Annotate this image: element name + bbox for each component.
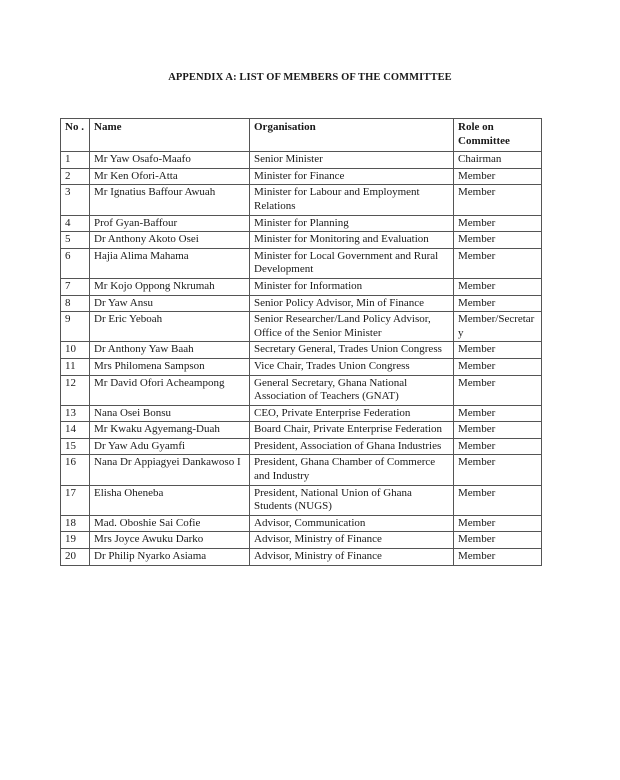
cell-no: 8	[61, 295, 90, 312]
table-row	[61, 295, 542, 312]
cell-no: 13	[61, 405, 90, 422]
cell-organisation: President, Ghana Chamber of Commerce and Industry	[250, 455, 454, 485]
table-row	[61, 152, 542, 169]
table-row	[61, 342, 542, 359]
cell-organisation: Board Chair, Private Enterprise Federation	[250, 422, 454, 439]
cell-name: Mrs Joyce Awuku Darko	[90, 532, 250, 549]
cell-name: Nana Osei Bonsu	[90, 405, 250, 422]
page-title: APPENDIX A: LIST OF MEMBERS OF THE COMMITTEE	[168, 72, 452, 83]
table-row	[61, 168, 542, 185]
cell-name: Dr Yaw Adu Gyamfi	[90, 438, 250, 455]
cell-organisation: President, Association of Ghana Industries	[250, 438, 454, 455]
cell-no: 20	[61, 549, 90, 566]
cell-name: Hajia Alima Mahama	[90, 248, 250, 278]
cell-role: Chairman	[454, 152, 542, 169]
cell-role: Member	[454, 549, 542, 566]
cell-organisation: Vice Chair, Trades Union Congress	[250, 358, 454, 375]
cell-name: Prof Gyan-Baffour	[90, 215, 250, 232]
cell-no: 14	[61, 422, 90, 439]
cell-organisation: Minister for Monitoring and Evaluation	[250, 232, 454, 249]
cell-role: Member	[454, 295, 542, 312]
cell-role: Member	[454, 185, 542, 215]
cell-no: 1	[61, 152, 90, 169]
cell-name: Mad. Oboshie Sai Cofie	[90, 515, 250, 532]
cell-role: Member	[454, 455, 542, 485]
cell-role: Member	[454, 342, 542, 359]
cell-name: Mr David Ofori Acheampong	[90, 375, 250, 405]
cell-name: Mrs Philomena Sampson	[90, 358, 250, 375]
cell-organisation: CEO, Private Enterprise Federation	[250, 405, 454, 422]
cell-no: 2	[61, 168, 90, 185]
cell-no: 7	[61, 278, 90, 295]
cell-role: Member	[454, 168, 542, 185]
cell-role: Member	[454, 248, 542, 278]
cell-name: Mr Yaw Osafo-Maafo	[90, 152, 250, 169]
cell-no: 11	[61, 358, 90, 375]
cell-name: Nana Dr Appiagyei Dankawoso I	[90, 455, 250, 485]
cell-name: Elisha Oheneba	[90, 485, 250, 515]
cell-role: Member/Secretary	[454, 312, 542, 342]
cell-organisation: Advisor, Communication	[250, 515, 454, 532]
cell-name: Mr Ignatius Baffour Awuah	[90, 185, 250, 215]
table-row	[61, 375, 542, 405]
table-row	[61, 278, 542, 295]
header-no: No .	[61, 119, 90, 152]
cell-organisation: Minister for Information	[250, 278, 454, 295]
committee-members-table	[60, 118, 542, 566]
cell-organisation: Minister for Finance	[250, 168, 454, 185]
table-row	[61, 422, 542, 439]
cell-role: Member	[454, 485, 542, 515]
cell-role: Member	[454, 232, 542, 249]
cell-no: 19	[61, 532, 90, 549]
table-row	[61, 248, 542, 278]
table-row	[61, 438, 542, 455]
cell-role: Member	[454, 532, 542, 549]
cell-role: Member	[454, 405, 542, 422]
table-row	[61, 215, 542, 232]
cell-organisation: Minister for Planning	[250, 215, 454, 232]
cell-role: Member	[454, 438, 542, 455]
table-row	[61, 455, 542, 485]
table-row	[61, 485, 542, 515]
cell-role: Member	[454, 215, 542, 232]
cell-role: Member	[454, 422, 542, 439]
table-header-row	[61, 119, 542, 152]
cell-organisation: Senior Researcher/Land Policy Advisor, Office of the Senior Minister	[250, 312, 454, 342]
cell-organisation: Minister for Local Government and Rural Development	[250, 248, 454, 278]
cell-organisation: Advisor, Ministry of Finance	[250, 549, 454, 566]
cell-no: 18	[61, 515, 90, 532]
cell-name: Dr Yaw Ansu	[90, 295, 250, 312]
cell-name: Dr Anthony Akoto Osei	[90, 232, 250, 249]
cell-organisation: Advisor, Ministry of Finance	[250, 532, 454, 549]
cell-no: 16	[61, 455, 90, 485]
cell-role: Member	[454, 375, 542, 405]
cell-role: Member	[454, 515, 542, 532]
table-row	[61, 312, 542, 342]
table-row	[61, 358, 542, 375]
cell-organisation: Senior Minister	[250, 152, 454, 169]
cell-no: 17	[61, 485, 90, 515]
cell-no: 3	[61, 185, 90, 215]
cell-name: Dr Philip Nyarko Asiama	[90, 549, 250, 566]
cell-name: Mr Ken Ofori-Atta	[90, 168, 250, 185]
table-row	[61, 232, 542, 249]
cell-name: Mr Kwaku Agyemang-Duah	[90, 422, 250, 439]
cell-organisation: General Secretary, Ghana National Association of Teachers (GNAT)	[250, 375, 454, 405]
cell-organisation: President, National Union of Ghana Students (NUGS)	[250, 485, 454, 515]
cell-organisation: Senior Policy Advisor, Min of Finance	[250, 295, 454, 312]
cell-no: 6	[61, 248, 90, 278]
cell-organisation: Secretary General, Trades Union Congress	[250, 342, 454, 359]
table-row	[61, 549, 542, 566]
header-organisation: Organisation	[250, 119, 454, 152]
cell-name: Dr Anthony Yaw Baah	[90, 342, 250, 359]
cell-no: 10	[61, 342, 90, 359]
cell-role: Member	[454, 358, 542, 375]
cell-organisation: Minister for Labour and Employment Relations	[250, 185, 454, 215]
cell-no: 4	[61, 215, 90, 232]
cell-name: Dr Eric Yeboah	[90, 312, 250, 342]
cell-no: 9	[61, 312, 90, 342]
cell-name: Mr Kojo Oppong Nkrumah	[90, 278, 250, 295]
header-role: Role on Committee	[454, 119, 542, 152]
cell-role: Member	[454, 278, 542, 295]
table-row	[61, 532, 542, 549]
table-row	[61, 515, 542, 532]
cell-no: 12	[61, 375, 90, 405]
table-row	[61, 185, 542, 215]
header-name: Name	[90, 119, 250, 152]
cell-no: 5	[61, 232, 90, 249]
cell-no: 15	[61, 438, 90, 455]
table-row	[61, 405, 542, 422]
table-body	[61, 152, 542, 565]
